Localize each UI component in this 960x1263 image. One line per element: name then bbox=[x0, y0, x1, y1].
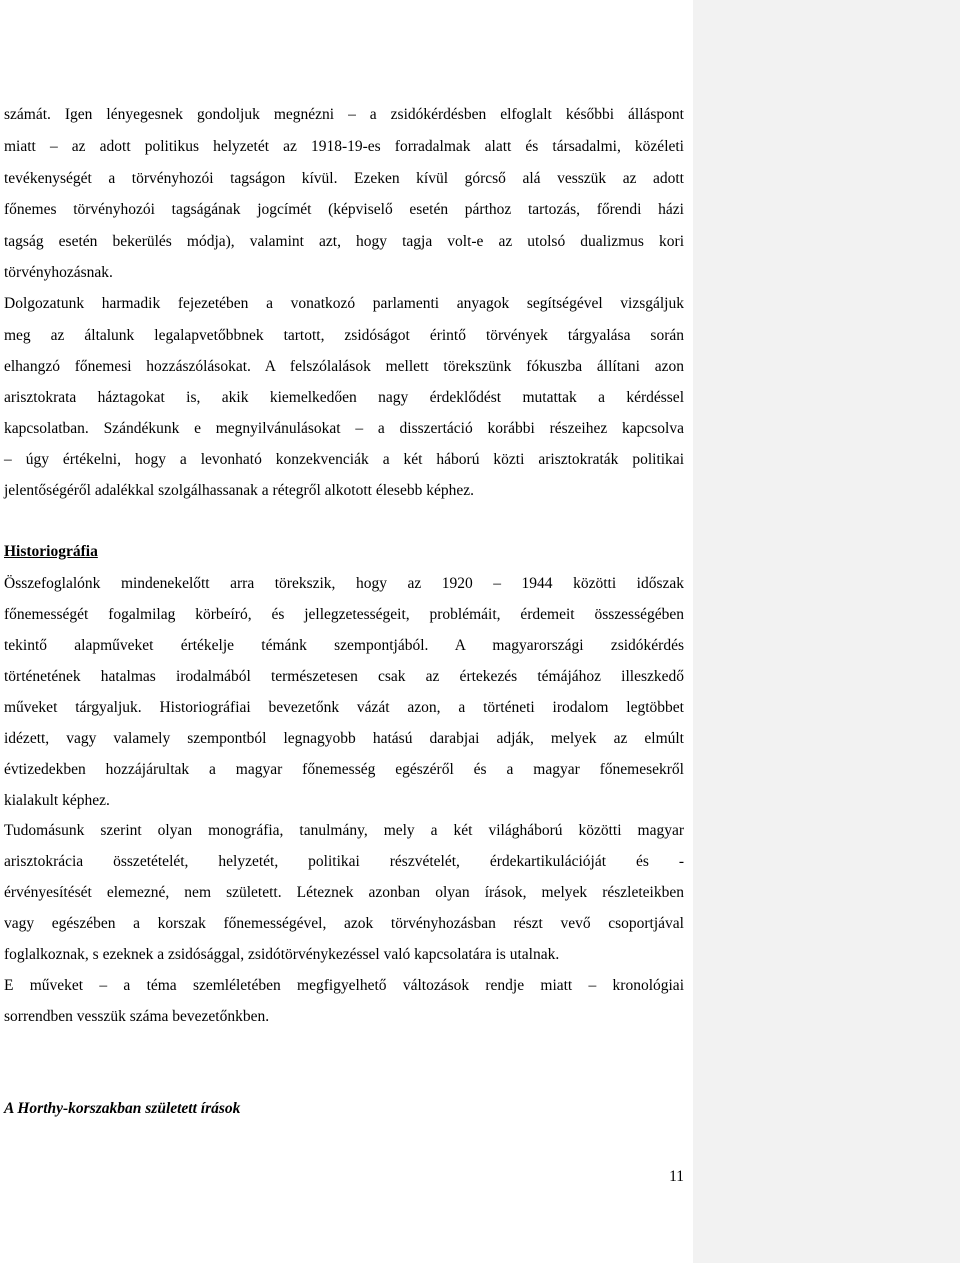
page-number: 11 bbox=[669, 1168, 684, 1185]
text-line: elhangzó főnemesi hozzászólásokat. A felszólalások mellett törekszünk fókuszba állítani azon bbox=[4, 358, 684, 375]
text-line: műveket tárgyaljuk. Historiográfiai bevezetőnk vázát azon, a történeti irodalom legtöbbet bbox=[4, 699, 684, 716]
text-line: sorrendben vesszük száma bevezetőnkben. bbox=[4, 1008, 270, 1025]
text-line: miatt – az adott politikus helyzetét az 1918-19-es forradalmak alatt és társadalmi, közéleti bbox=[4, 138, 684, 155]
text-line: tekintő alapműveket értékelje témánk szempontjából. A magyarországi zsidókérdés bbox=[4, 637, 684, 654]
text-line: kialakult képhez. bbox=[4, 792, 110, 809]
text-line: vagy egészében a korszak főnemességével, azok törvényhozásban részt vevő csoportjával bbox=[4, 915, 684, 932]
section-subheading: A Horthy-korszakban született írások bbox=[4, 1100, 241, 1117]
text-line: foglalkoznak, s ezeknek a zsidósággal, zsidótörvénykezéssel való kapcsolatára is utalnak. bbox=[4, 946, 560, 963]
text-line: Összefoglalónk mindenekelőtt arra törekszik, hogy az 1920 – 1944 közötti időszak bbox=[4, 575, 684, 592]
text-line: arisztokrata háztagokat is, akik kiemelkedően nagy érdeklődést mutattak a kérdéssel bbox=[4, 389, 684, 406]
text-line: főnemességét fogalmilag körbeíró, és jellegzetességeit, problémáit, érdemeit összességében bbox=[4, 606, 684, 623]
text-line: tevékenységét a törvényhozói tagságon kívül. Ezeken kívül górcső alá vesszük az adott bbox=[4, 170, 684, 187]
text-line: kapcsolatban. Szándékunk e megnyilvánulásokat – a disszertáció korábbi részeihez kapcsolva bbox=[4, 420, 684, 437]
text-line: érvényesítését elemezné, nem született. Léteznek azonban olyan írások, melyek részleteikben bbox=[4, 884, 684, 901]
text-line: számát. Igen lényegesnek gondoljuk megnézni – a zsidókérdésben elfoglalt későbbi álláspont bbox=[4, 106, 684, 123]
text-line: meg az általunk legalapvetőbbnek tartott, zsidóságot érintő törvények tárgyalása során bbox=[4, 327, 684, 344]
text-line: jelentőségéről adalékkal szolgálhassanak a rétegről alkotott élesebb képhez. bbox=[4, 482, 474, 499]
text-line: Dolgozatunk harmadik fejezetében a vonatkozó parlamenti anyagok segítségével vizsgáljuk bbox=[4, 295, 684, 312]
text-line: tagság esetén bekerülés módja), valamint azt, hogy tagja volt-e az utolsó dualizmus kori bbox=[4, 233, 684, 250]
section-heading: Historiográfia bbox=[4, 543, 98, 560]
text-line: E műveket – a téma szemléletében megfigyelhető változások rendje miatt – kronológiai bbox=[4, 977, 684, 994]
text-line: főnemes törvényhozói tagságának jogcímét (képviselő esetén párthoz tartozás, főrendi házi bbox=[4, 201, 684, 218]
text-line: történetének hatalmas irodalmából természetesen csak az értekezés témájához illeszkedő bbox=[4, 668, 684, 685]
text-line: – úgy értékelni, hogy a levonható konzekvenciák a két háború közti arisztokraták politikai bbox=[4, 451, 684, 468]
text-line: törvényhozásnak. bbox=[4, 264, 113, 281]
text-line: Tudomásunk szerint olyan monográfia, tanulmány, mely a két világháború közötti magyar bbox=[4, 822, 684, 839]
text-line: arisztokrácia összetételét, helyzetét, politikai részvételét, érdekartikulációját és - bbox=[4, 853, 684, 870]
comment-margin-pane bbox=[693, 0, 960, 1263]
text-line: idézett, vagy valamely szempontból legnagyobb hatású darabjai adják, melyek az elmúlt bbox=[4, 730, 684, 747]
text-line: évtizedekben hozzájárultak a magyar főnemesség egészéről és a magyar főnemesekről bbox=[4, 761, 684, 778]
